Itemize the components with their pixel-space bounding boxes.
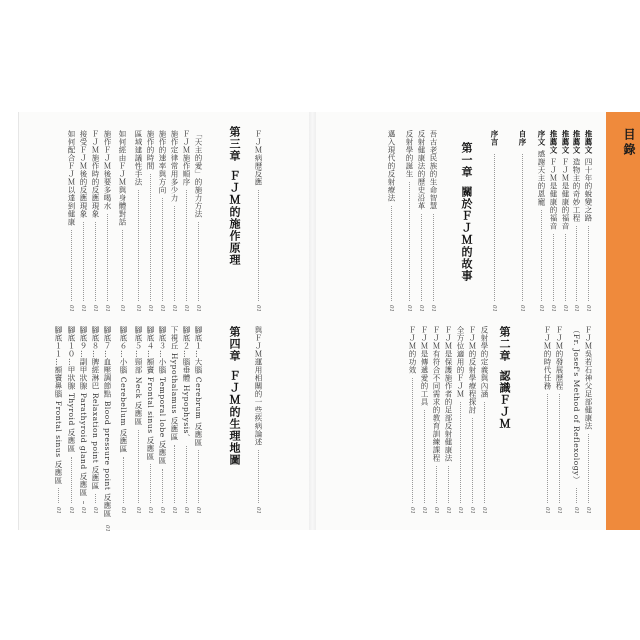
- chapter-4-title: ＦＪＭ的生理地圖: [228, 370, 241, 466]
- dot-leader: [553, 234, 554, 301]
- toc-entry[interactable]: [91, 130, 99, 312]
- toc-page-number: 01: [519, 305, 525, 312]
- dot-leader: [484, 402, 485, 503]
- toc-entry[interactable]: [543, 326, 551, 514]
- toc-page-number: 01: [104, 525, 110, 533]
- toc-entry-title: ＦＪＭ是健康的福音: [549, 158, 558, 230]
- toc-page-number: 01: [159, 507, 165, 514]
- toc-page-number: 01: [255, 305, 261, 312]
- toc-entry-label: 推薦文: [584, 130, 593, 154]
- toc-page-number: 01: [55, 507, 61, 514]
- toc-entry[interactable]: [572, 130, 580, 312]
- toc-entry-label: 序文: [537, 130, 546, 146]
- toc-entry[interactable]: [490, 130, 498, 312]
- toc-page-number: 01: [430, 305, 436, 312]
- toc-entry[interactable]: [518, 130, 526, 312]
- toc-entry[interactable]: [254, 130, 262, 312]
- toc-entry-title: 腳底５…頸部 Neck 反應區: [134, 326, 143, 426]
- toc-page-number: 01: [388, 305, 394, 312]
- toc-entry-title: 全方位適用的ＦＪＭ: [456, 326, 465, 398]
- book-gutter: [309, 112, 316, 530]
- toc-entry-title: 腳底１１…額竇鼻腦 Frontal sinus 反應區: [54, 326, 63, 485]
- dot-leader: [412, 378, 413, 503]
- toc-page-number: 01: [147, 305, 153, 312]
- toc-entry-title: 如何經由ＦＪＭ與身體對話: [118, 130, 127, 226]
- toc-entry-title: 接受ＦＪＭ後的反應現象: [79, 130, 88, 218]
- toc-entry[interactable]: [146, 326, 154, 514]
- toc-entry[interactable]: [254, 326, 262, 514]
- toc-entry[interactable]: [537, 130, 545, 312]
- toc-entry-title: 腳底１…大腦 Cerebrum 反應區: [194, 326, 203, 447]
- toc-entry[interactable]: [194, 130, 202, 312]
- toc-page-number: 01: [171, 507, 177, 514]
- chapter-1-heading: [458, 142, 474, 282]
- toc-page-number: 01: [119, 305, 125, 312]
- toc-entry-title: 腳底１０…甲狀腺 Thyroid 反應區: [67, 326, 76, 453]
- dot-leader: [107, 214, 108, 301]
- toc-page-number: 01: [183, 507, 189, 514]
- dot-leader: [162, 469, 163, 503]
- dot-leader: [436, 466, 437, 503]
- chapter-2-title: 認識ＦＪＭ: [498, 370, 511, 430]
- toc-entry[interactable]: [146, 130, 154, 312]
- toc-page-number: 01: [159, 305, 165, 312]
- orange-edge-tab: [606, 112, 640, 530]
- chapter-1-label: 第一章: [460, 142, 473, 178]
- dot-leader: [494, 154, 495, 301]
- toc-entry-title: ＦＪＭ施作時的反應現象: [91, 130, 100, 218]
- toc-entry-label: 推薦文: [561, 130, 570, 154]
- toc-entry[interactable]: [103, 326, 112, 533]
- toc-entry-title: 腳底６…小腦 Cerebellum 反應區: [119, 326, 128, 453]
- toc-page-number: 01: [421, 507, 427, 514]
- toc-entry-label: 推薦文: [572, 130, 581, 154]
- toc-entry[interactable]: [405, 130, 413, 312]
- dot-leader: [472, 418, 473, 503]
- toc-entry[interactable]: [79, 130, 87, 312]
- toc-page-number: 01: [544, 507, 550, 514]
- dot-leader: [522, 154, 523, 301]
- dot-leader: [71, 457, 72, 503]
- dot-leader: [138, 190, 139, 301]
- toc-entry-title: ＦＪＭ是健康的福音: [561, 158, 570, 230]
- toc-page-number: 01: [80, 305, 86, 312]
- dot-leader: [83, 222, 84, 301]
- dot-leader: [460, 402, 461, 503]
- toc-entry-title: 造物主的奇妙工程: [572, 158, 581, 222]
- toc-entry-title: 反射學的定義與內涵: [480, 326, 489, 398]
- toc-entry-title: 下視丘 Hypothalamus 反應區: [170, 326, 179, 441]
- toc-entry-title: ＦＪＭ病歷反應: [254, 130, 263, 186]
- toc-page-number: 01: [573, 305, 579, 312]
- dot-leader: [123, 457, 124, 503]
- toc-entry-title: 區域建議性手法: [134, 130, 143, 186]
- dot-leader: [198, 450, 199, 503]
- toc-entry[interactable]: [194, 326, 202, 514]
- toc-page-number: 01: [538, 305, 544, 312]
- toc-entry[interactable]: [134, 130, 142, 312]
- dot-leader: [174, 206, 175, 301]
- toc-entry[interactable]: [417, 130, 425, 312]
- toc-page-number: 01: [195, 305, 201, 312]
- chapter-2-label: 第二章: [498, 326, 511, 362]
- toc-page-number: 01: [433, 507, 439, 514]
- dot-leader: [588, 434, 589, 503]
- chapter-3-label: 第三章: [228, 126, 241, 162]
- dot-leader: [433, 214, 434, 301]
- dot-leader: [174, 445, 175, 503]
- toc-entry[interactable]: [408, 326, 416, 514]
- dot-leader: [588, 226, 589, 301]
- toc-entry[interactable]: [584, 130, 592, 312]
- toc-page-number: 01: [457, 507, 463, 514]
- toc-entry-title: 「天主的愛」的施力方法: [194, 130, 203, 218]
- dot-leader: [95, 494, 96, 503]
- toc-entry[interactable]: [555, 326, 563, 514]
- dot-leader: [258, 190, 259, 301]
- toc-entry[interactable]: [561, 130, 569, 312]
- dot-leader: [71, 230, 72, 301]
- dot-leader: [448, 466, 449, 503]
- dot-leader: [559, 394, 560, 503]
- toc-entry-title: （Fr. Josef's Method of Reflexology）: [572, 326, 581, 484]
- toc-entry-title: 感謝天主的恩寵: [537, 150, 546, 206]
- toc-entry-title: 施作ＦＪＭ後要多喝水: [103, 130, 112, 210]
- dot-leader: [547, 394, 548, 503]
- toc-page-number: 01: [68, 305, 74, 312]
- toc-entry-title: ＦＪＭ的時代任務: [543, 326, 552, 390]
- toc-page-number: 01: [120, 507, 126, 514]
- toc-entry-label: 推薦文: [549, 130, 558, 154]
- toc-entry-title: ＦＪＭ是保護施作者的足部反射健康法: [444, 326, 453, 462]
- toc-entry[interactable]: [572, 326, 580, 514]
- dot-leader: [122, 230, 123, 301]
- toc-page-number: 01: [573, 507, 579, 514]
- toc-entry-title: 四十年的蛻變之路: [584, 158, 593, 222]
- toc-page-number: 01: [80, 507, 86, 514]
- toc-entry[interactable]: [103, 130, 111, 312]
- dot-leader: [95, 222, 96, 301]
- toc-entry-title: 反射學的誕生: [405, 130, 414, 178]
- toc-entry-label: 序言: [490, 130, 499, 146]
- toc-entry[interactable]: [79, 326, 87, 514]
- toc-entry-title: 施作定律常用多少力: [170, 130, 179, 202]
- dot-leader: [576, 488, 577, 503]
- toc-page-number: 01: [135, 305, 141, 312]
- toc-entry-title: ＦＪＭ的功效: [408, 326, 417, 374]
- dot-leader: [198, 222, 199, 301]
- toc-page-number: 01: [104, 305, 110, 312]
- toc-entry[interactable]: [387, 130, 395, 312]
- toc-page-number: 01: [469, 507, 475, 514]
- toc-entry-title: 反射健康法的歷史沿革: [417, 130, 426, 210]
- toc-entry[interactable]: [67, 326, 75, 514]
- toc-entry[interactable]: [91, 326, 99, 514]
- toc-entry[interactable]: [429, 130, 437, 312]
- toc-entry[interactable]: [468, 326, 476, 514]
- dot-leader: [58, 488, 59, 503]
- toc-page-number: 01: [585, 507, 591, 514]
- toc-page-number: 01: [406, 305, 412, 312]
- dot-leader: [424, 410, 425, 503]
- toc-entry-title: 腳底９…副甲狀腺 Parathyroid gland 反應區: [79, 326, 88, 497]
- toc-entry[interactable]: [444, 326, 452, 514]
- toc-entry-title: ＦＪＭ的反射學療程探討: [468, 326, 477, 414]
- dot-leader: [258, 450, 259, 503]
- chapter-1-title: 關於ＦＪＭ的故事: [460, 186, 473, 282]
- toc-entry[interactable]: [158, 130, 166, 312]
- toc-entry-title: 施作的速率與方向: [158, 130, 167, 194]
- toc-page-number: 01: [255, 507, 261, 514]
- toc-entry-title: 施作的時間: [146, 130, 155, 170]
- toc-page-number: 01: [195, 507, 201, 514]
- dot-leader: [186, 446, 187, 503]
- toc-page-number: 01: [92, 507, 98, 514]
- toc-page-number: 01: [409, 507, 415, 514]
- toc-entry-label: 自序: [518, 130, 527, 146]
- toc-page-number: 01: [135, 507, 141, 514]
- dot-leader: [576, 226, 577, 301]
- toc-entry-title: ＦＪＭ有符合不同需求的教育訓練課程: [432, 326, 441, 462]
- dot-leader: [541, 210, 542, 301]
- toc-page-number: 01: [585, 305, 591, 312]
- toc-page-number: 01: [445, 507, 451, 514]
- toc-entry[interactable]: [170, 130, 178, 312]
- toc-page-number: 01: [562, 305, 568, 312]
- chapter-3-title: ＦＪＭ的施作原理: [228, 170, 241, 266]
- dot-leader: [162, 198, 163, 301]
- dot-leader: [409, 182, 410, 301]
- toc-entry[interactable]: [480, 326, 488, 514]
- toc-page-number: 01: [92, 305, 98, 312]
- toc-entry[interactable]: [158, 326, 166, 514]
- toc-page-number: 01: [418, 305, 424, 312]
- toc-entry-title: 腳底４…額竇 Frontal sinus 反應區: [146, 326, 155, 461]
- toc-page-number: 01: [171, 305, 177, 312]
- toc-entry-title: 與ＦＪＭ運用相關的一些疾病論述: [254, 326, 263, 446]
- toc-entry[interactable]: [182, 326, 190, 514]
- toc-entry-title: 吾古老民族的生命智慧: [429, 130, 438, 210]
- toc-entry-title: ＦＪＭ吳若石神父足部健康法: [584, 326, 593, 430]
- toc-page-number: 01: [68, 507, 74, 514]
- toc-entry[interactable]: [67, 130, 75, 312]
- dot-leader: [150, 464, 151, 503]
- toc-entry[interactable]: [119, 326, 127, 514]
- toc-entry[interactable]: [420, 326, 428, 514]
- dot-leader: [83, 501, 84, 503]
- dot-leader: [421, 214, 422, 301]
- chapter-4-heading: [226, 326, 242, 466]
- toc-entry-title: 腳底８…脾經淋巴 Relaxation point 反應區: [91, 326, 100, 491]
- toc-entry[interactable]: [170, 326, 178, 514]
- chapter-2-heading: [496, 326, 512, 430]
- toc-entry-title: ＦＪＭ是傳遞愛的工具: [420, 326, 429, 406]
- dot-leader: [150, 174, 151, 301]
- toc-entry-title: 如何配合ＦＪＭ以達到健康: [67, 130, 76, 226]
- toc-entry-title: 腳底７…血壓調節點 Blood pressure point 反應區: [103, 326, 112, 518]
- toc-entry-title: 腳底２…腦垂體 Hypophysis、: [182, 326, 191, 442]
- toc-entry[interactable]: [584, 326, 592, 514]
- dot-leader: [391, 206, 392, 301]
- toc-entry[interactable]: [54, 326, 62, 514]
- toc-entry[interactable]: [456, 326, 464, 514]
- toc-heading: 目錄: [622, 128, 636, 158]
- dot-leader: [565, 234, 566, 301]
- toc-entry[interactable]: [118, 130, 126, 312]
- dot-leader: [138, 430, 139, 503]
- chapter-3-heading: [226, 126, 242, 266]
- chapter-4-label: 第四章: [228, 326, 241, 362]
- toc-entry[interactable]: [134, 326, 142, 514]
- dot-leader: [186, 190, 187, 301]
- toc-entry[interactable]: [182, 130, 190, 312]
- toc-page-number: 01: [147, 507, 153, 514]
- toc-page-number: 01: [491, 305, 497, 312]
- toc-entry-title: ＦＪＭ施作順序: [182, 130, 191, 186]
- toc-entry-title: 邁入現代的反射療法: [387, 130, 396, 202]
- toc-page-number: 01: [550, 305, 556, 312]
- toc-page-number: 01: [556, 507, 562, 514]
- toc-entry[interactable]: [432, 326, 440, 514]
- toc-entry[interactable]: [549, 130, 557, 312]
- toc-page-number: 01: [481, 507, 487, 514]
- toc-entry-title: 腳底３…小腦 Temporal lobe 反應區: [158, 326, 167, 465]
- toc-page-number: 01: [183, 305, 189, 312]
- toc-entry-title: ＦＪＭ的發展歷程: [555, 326, 564, 390]
